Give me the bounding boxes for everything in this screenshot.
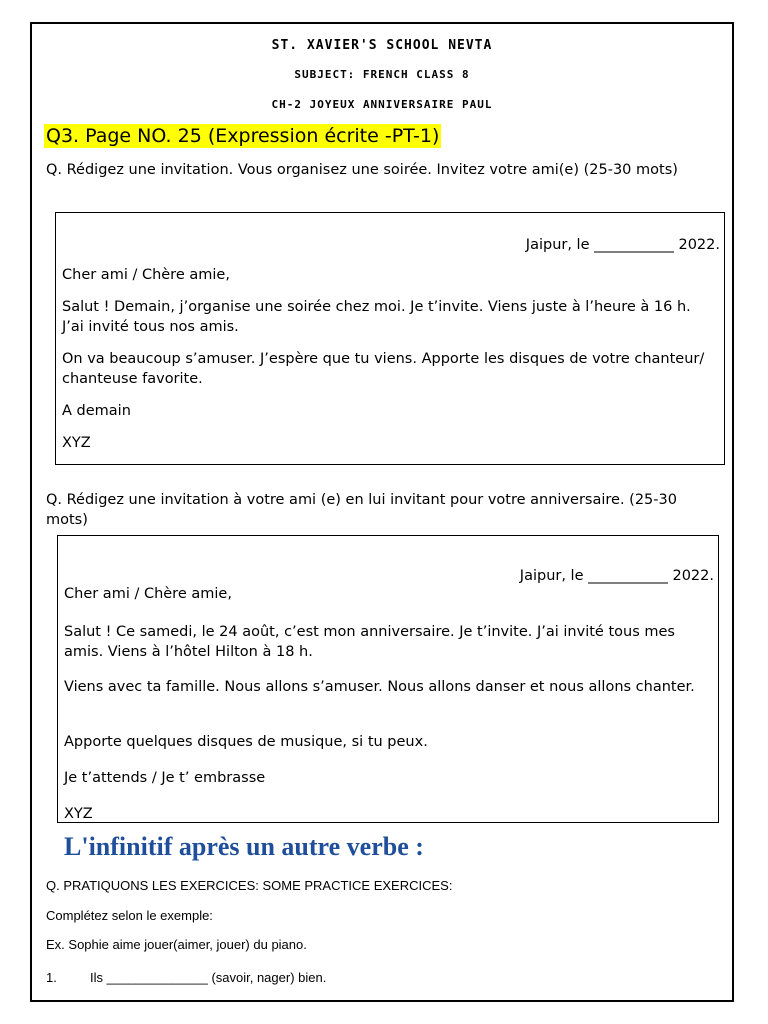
letter-2-closing: Je t’attends / Je t’ embrasse	[64, 770, 266, 786]
letter-2-place-date: Jaipur, le ___________ 2022.	[519, 568, 714, 584]
chapter-line: CH-2 JOYEUX ANNIVERSAIRE PAUL	[271, 98, 493, 111]
practice-title: Q. PRATIQUONS LES EXERCICES: SOME PRACTICE EXERCICES:	[46, 878, 453, 893]
question-2-prompt: Q. Rédigez une invitation à votre ami (e) en lui invitant pour votre anniversaire. (25-30 mots)	[46, 492, 677, 528]
exercise-item-text: Ils ______________ (savoir, nager) bien.	[90, 970, 327, 985]
letter-2-signature: XYZ	[64, 806, 93, 822]
letter-2-greeting: Cher ami / Chère amie,	[64, 586, 232, 602]
school-name: ST. XAVIER'S SCHOOL NEVTA	[271, 38, 493, 53]
letter-1-closing: A demain	[62, 403, 131, 419]
subject-line: SUBJECT: FRENCH CLASS 8	[294, 68, 470, 81]
grammar-heading: L'infinitif après un autre verbe :	[64, 832, 424, 861]
letter-1-box	[55, 212, 725, 465]
letter-1-signature: XYZ	[62, 435, 91, 451]
instruction-text: Complétez selon le exemple:	[46, 908, 213, 923]
exercise-item-number: 1.	[46, 970, 57, 985]
section-title: Q3. Page NO. 25 (Expression écrite -PT-1)	[46, 125, 440, 147]
example-sentence: Ex. Sophie aime jouer(aimer, jouer) du piano.	[46, 937, 307, 952]
letter-2-paragraph-1: Salut ! Ce samedi, le 24 août, c’est mon anniversaire. Je t’invite. J’ai invité tous mes amis. Viens à l’hôtel Hilton à 18 h.	[64, 624, 675, 660]
letter-1-paragraph-2: On va beaucoup s’amuser. J’espère que tu viens. Apporte les disques de votre chanteur/ chanteuse favorite.	[62, 351, 705, 387]
letter-2-paragraph-2: Viens avec ta famille. Nous allons s’amuser. Nous allons danser et nous allons chanter.	[64, 679, 695, 695]
letter-2-paragraph-3: Apporte quelques disques de musique, si tu peux.	[64, 734, 428, 750]
letter-1-paragraph-1: Salut ! Demain, j’organise une soirée chez moi. Je t’invite. Viens juste à l’heure à 16 h. J’ai invité tous nos amis.	[62, 299, 691, 335]
letter-1-place-date: Jaipur, le ___________ 2022.	[525, 237, 720, 253]
question-1-prompt: Q. Rédigez une invitation. Vous organisez une soirée. Invitez votre ami(e) (25-30 mots)	[46, 162, 678, 178]
letter-1-greeting: Cher ami / Chère amie,	[62, 267, 230, 283]
worksheet-page	[30, 22, 734, 1002]
letter-2-box	[57, 535, 719, 823]
